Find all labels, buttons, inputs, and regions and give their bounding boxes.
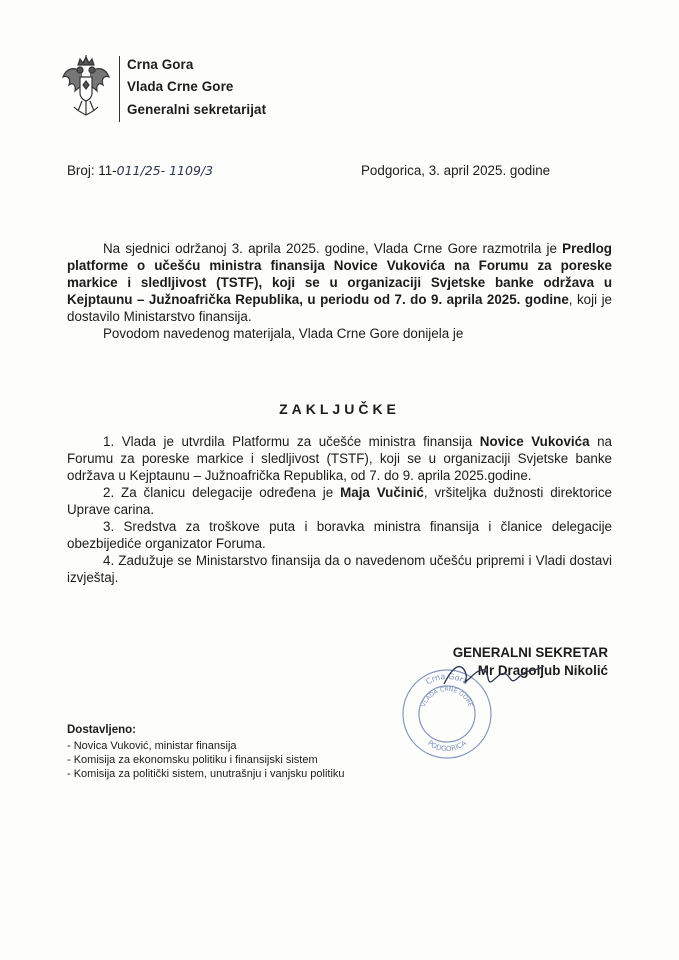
handwritten-signature-icon	[440, 656, 550, 696]
signature-name: Mr Dragoljub Nikolić	[477, 663, 608, 678]
conclusion-4: 4. Zadužuje se Ministarstvo finansija da o navedenom učešću pripremi i Vladi dostavi izvještaj.	[67, 553, 612, 585]
seal-text-inner: VLADA CRNE GORE	[420, 685, 474, 708]
distribution-title: Dostavljeno:	[67, 724, 137, 736]
distribution-item: - Komisija za ekonomsku politiku i finansijski sistem	[67, 754, 318, 766]
svg-text:PODGORICA	[426, 739, 468, 753]
conclusion-1-text-a: 1. Vlada je utvrdila Platformu za učešće ministra finansija	[103, 434, 480, 449]
signature-role: GENERALNI SEKRETAR	[452, 645, 608, 660]
header-secretariat: Generalni sekretarijat	[127, 102, 267, 117]
intro-paragraph	[67, 240, 612, 342]
seal-text-bottom: PODGORICA	[426, 739, 468, 754]
header-country: Crna Gora	[127, 57, 194, 72]
header-divider	[119, 56, 120, 122]
distribution-item: - Komisija za politički sistem, unutrašnju i vanjsku politiku	[67, 768, 345, 780]
conclusion-1-name: Novice Vukovića	[479, 434, 590, 449]
povodom-line: Povodom navedenog materijala, Vlada Crne Gore donijela je	[103, 326, 464, 341]
reference-label: Broj: 11-	[67, 163, 117, 178]
reference-handwritten: 011/25- 1109/3	[116, 163, 214, 178]
conclusion-3: 3. Sredstva za troškove puta i boravka ministra finansija i članice delegacije obezbijediće organizator Foruma.	[67, 519, 612, 551]
conclusion-2-name: Maja Vučinić	[340, 485, 424, 500]
conclusion-1-text-c: na Forumu za poreske markice i sledljivost (TSTF), koji se u organizaciji Svjetske banke održava u Kejptaunu – Južnoafrička Republika, od 7. do 9. aprila 2025.godine.	[67, 434, 612, 483]
seal-text-top: Crna Gora	[424, 671, 470, 687]
conclusion-1	[67, 433, 612, 484]
page-title: ZAKLJUČKE	[279, 401, 400, 417]
document-date: Podgorica, 3. april 2025. godine	[361, 163, 551, 178]
intro-text-a: Na sjednici održanoj 3. aprila 2025. godine, Vlada Crne Gore razmotrila je	[103, 241, 563, 256]
conclusion-2-text-a: 2. Za članicu delegacije određena je	[103, 485, 341, 500]
conclusion-2	[67, 484, 612, 518]
reference-number	[67, 163, 213, 178]
header-government: Vlada Crne Gore	[127, 79, 234, 94]
intro-text-bold: Predlog platforme o učešću ministra finansija Novice Vukovića na Forumu za poreske markice i sledljivost (TSTF), koji se u organizaciji Svjetske banke održava u Kejptaunu – Južnoafrička Republika, u periodu od 7. do 9. aprila 2025. godine	[67, 241, 612, 307]
distribution-item: - Novica Vuković, ministar finansija	[67, 740, 237, 752]
conclusion-2-text-c: , vršiteljka dužnosti direktorice Uprave carina.	[67, 485, 612, 517]
intro-text-c: , koji je dostavilo Ministarstvo finansija.	[67, 292, 612, 324]
conclusions-list	[67, 433, 612, 586]
coat-of-arms-icon	[60, 55, 112, 121]
